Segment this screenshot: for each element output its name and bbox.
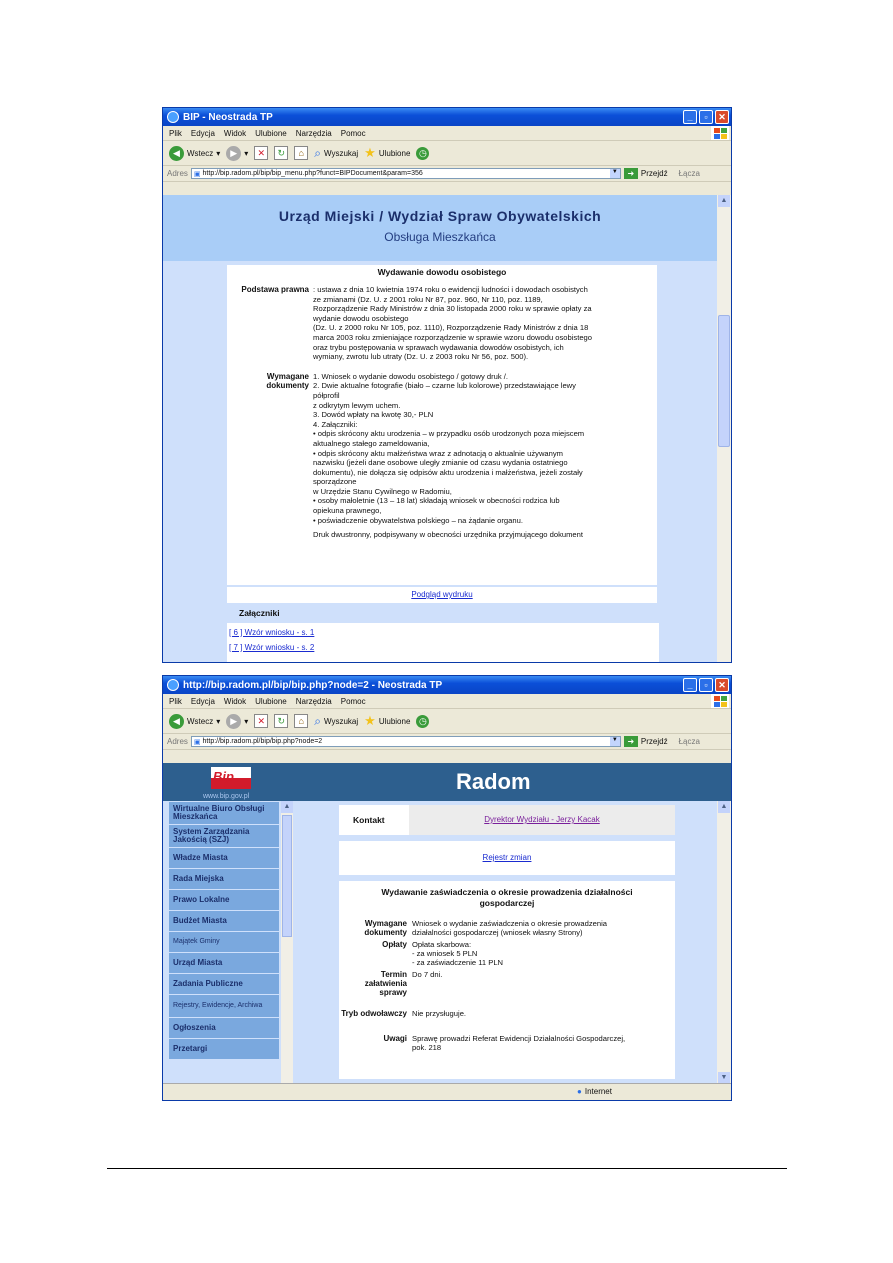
document-panel xyxy=(339,881,675,1079)
site-title: Radom xyxy=(456,769,531,794)
scroll-thumb[interactable] xyxy=(282,815,292,937)
minimize-button[interactable]: _ xyxy=(683,110,697,124)
toolbar xyxy=(163,141,731,166)
text-line: • odpis skrócony aktu małżeństwa wraz z adnotacją o aktualnie używanym xyxy=(313,448,563,458)
forward-arrow-icon: ▶ xyxy=(226,146,241,161)
favorites-button[interactable] xyxy=(364,713,410,729)
url-text: http://bip.radom.pl/bip/bip.php?node=2 xyxy=(202,738,323,745)
row-key: Termin załatwienia sprawy xyxy=(364,970,407,997)
banner-subtitle: Obsługa Mieszkańca xyxy=(384,230,496,244)
go-arrow-icon[interactable]: ➜ xyxy=(624,168,638,179)
text-line: 3. Dowód wpłaty na kwotę 30,- PLN xyxy=(313,410,434,420)
text-line: Wniosek o wydanie zaświadczenia o okresie prowadzenia xyxy=(412,919,608,928)
back-label: Wstecz xyxy=(187,148,214,158)
url-input[interactable] xyxy=(191,168,621,179)
chevron-down-icon[interactable]: ▼ xyxy=(610,169,620,178)
page-footer-rule xyxy=(107,1168,787,1169)
back-label: Wstecz xyxy=(187,716,214,726)
sidebar-item[interactable]: Ogłoszenia xyxy=(169,1018,279,1038)
text-line: półprofil xyxy=(313,390,340,400)
refresh-icon[interactable]: ↻ xyxy=(274,146,288,160)
stop-icon[interactable]: ✕ xyxy=(254,146,268,160)
forward-button[interactable]: ▶ ▾ xyxy=(226,146,248,161)
text-line: Opłata skarbowa: xyxy=(412,940,472,949)
text-line: • osoby małoletnie (13 – 18 lat) składają wniosek w obecności rodzica lub xyxy=(313,496,560,506)
menu-favorites[interactable]: Ulubione xyxy=(255,128,287,138)
document-title: Wydawanie zaświadczenia o okresie prowadzenia działalności gospodarczej xyxy=(381,887,633,908)
address-label: Adres xyxy=(167,737,188,746)
status-zone: Internet xyxy=(584,1087,612,1096)
history-icon[interactable]: ◷ xyxy=(416,147,429,160)
links-label[interactable]: Łącza xyxy=(678,737,700,746)
print-preview-link[interactable]: Podgląd wydruku xyxy=(411,590,473,599)
sidebar-item[interactable]: Rejestry, Ewidencje, Archiwa xyxy=(169,995,279,1017)
window-title: BIP - Neostrada TP xyxy=(183,111,273,123)
text-line: w Urzędzie Stanu Cywilnego w Radomiu, xyxy=(313,486,452,496)
menu-edit[interactable]: Edycja xyxy=(190,128,215,138)
row-key: Tryb odwoławczy xyxy=(341,1009,407,1018)
url-input[interactable] xyxy=(191,736,621,747)
favorites-label: Ulubione xyxy=(378,716,411,726)
maximize-button[interactable]: ▫ xyxy=(699,110,713,124)
go-arrow-icon[interactable]: ➜ xyxy=(624,736,638,747)
page-content xyxy=(163,763,731,1084)
sidebar-item[interactable]: Budżet Miasta xyxy=(169,911,279,931)
search-button[interactable] xyxy=(314,714,358,729)
scroll-up-icon[interactable]: ▲ xyxy=(281,801,293,813)
scroll-thumb[interactable] xyxy=(718,315,730,447)
text-line: (Dz. U. z 2000 roku Nr 105, poz. 1110), Rozporządzenie Rady Ministrów z dnia 18 xyxy=(313,323,589,333)
bip-logo[interactable] xyxy=(203,767,251,800)
go-button[interactable]: Przejdź xyxy=(640,737,668,746)
menu-help[interactable]: Pomoc xyxy=(340,128,366,138)
scroll-up-icon[interactable]: ▲ xyxy=(718,195,730,207)
attachments-title: Załączniki xyxy=(239,608,280,618)
address-bar xyxy=(163,166,731,182)
sidebar-item[interactable]: Rada Miejska xyxy=(169,869,279,889)
text-line: Sprawę prowadzi Referat Ewidencji Działalności Gospodarczej, xyxy=(412,1034,626,1043)
note-text: Druk dwustronny, podpisywany w obecności urzędnika przyjmującego dokument xyxy=(313,530,583,540)
text-line: 1. Wniosek o wydanie dowodu osobistego / gotowy druk /. xyxy=(313,371,509,381)
row-key: Wymagane dokumenty xyxy=(364,919,407,937)
text-line: 4. Załączniki: xyxy=(313,419,358,429)
text-line: opiekuna prawnego, xyxy=(313,506,382,516)
text-line: pok. 218 xyxy=(412,1043,442,1052)
page-icon: ▣ xyxy=(193,738,201,746)
text-line: wydanie dowodu osobistego xyxy=(313,313,409,323)
text-line: Nie przysługuje. xyxy=(412,1009,467,1018)
sidebar-item[interactable]: Majątek Gminy xyxy=(169,932,279,952)
page-content xyxy=(163,195,717,662)
status-bar xyxy=(163,1083,731,1100)
text-line: : ustawa z dnia 10 kwietnia 1974 roku o ewidencji ludności i dowodach osobistych xyxy=(313,285,588,294)
banner-title: Urząd Miejski / Wydział Spraw Obywatelskich xyxy=(278,208,602,224)
star-icon: ★ xyxy=(364,713,376,728)
text-line: nazwisku (jeżeli dane osobowe uległy zmianie od czasu wydania ostatniego xyxy=(313,458,568,468)
forward-arrow-icon: ▶ xyxy=(226,714,241,729)
row-deadline xyxy=(339,970,675,1006)
menu-help[interactable]: Pomoc xyxy=(340,696,366,706)
go-button[interactable]: Przejdź xyxy=(640,169,668,178)
back-button[interactable]: ◀ Wstecz ▾ xyxy=(169,714,220,729)
text-line: Rozporządzenie Rady Ministrów z dnia 30 listopada 2000 roku w sprawie opłaty za xyxy=(313,304,592,314)
logo-url: www.bip.gov.pl xyxy=(203,793,250,800)
ie-icon xyxy=(167,111,179,123)
attachment-link[interactable]: [ 7 ] Wzór wniosku - s. 2 xyxy=(229,643,315,652)
row-value xyxy=(412,919,675,937)
menu-file[interactable]: Plik xyxy=(169,128,182,138)
site-header xyxy=(163,763,731,801)
contact-label: Kontakt xyxy=(339,805,409,835)
row-key: Wymagane dokumenty xyxy=(266,371,309,390)
minimize-button[interactable]: _ xyxy=(683,678,697,692)
menu-bar xyxy=(163,126,731,141)
contact-row xyxy=(339,805,675,835)
back-arrow-icon: ◀ xyxy=(169,146,184,161)
menu-bar xyxy=(163,694,731,709)
globe-icon: ● xyxy=(577,1087,582,1096)
page-icon: ▣ xyxy=(193,170,201,178)
refresh-icon[interactable]: ↻ xyxy=(274,714,288,728)
row-required-documents xyxy=(227,372,657,540)
title-bar xyxy=(163,108,731,126)
print-preview-bar xyxy=(227,587,657,603)
sidebar-item[interactable]: Zadania Publiczne xyxy=(169,974,279,994)
row-value xyxy=(412,1009,675,1031)
document-panel xyxy=(227,265,657,585)
attachments-list xyxy=(227,623,659,662)
search-icon: ⌕ xyxy=(314,713,321,728)
text-line: - za wniosek 5 PLN xyxy=(412,949,478,958)
back-arrow-icon: ◀ xyxy=(169,714,184,729)
windows-flag-icon xyxy=(711,126,729,140)
menu-tools[interactable]: Narzędzia xyxy=(295,696,332,706)
title-bar xyxy=(163,676,731,694)
row-value xyxy=(313,372,657,540)
row-key: Opłaty xyxy=(382,940,407,949)
contact-link[interactable]: Dyrektor Wydziału - Jerzy Kacak xyxy=(484,815,600,824)
document-title: Wydawanie dowodu osobistego xyxy=(377,267,507,277)
row-value xyxy=(412,1034,675,1052)
text-line: dokumentu), nie dołącza się odpisów aktu urodzenia i małżeństwa, jeżeli zostały xyxy=(313,467,583,477)
address-label: Adres xyxy=(167,169,188,178)
address-bar xyxy=(163,734,731,750)
row-value xyxy=(313,285,657,362)
browser-window-2 xyxy=(162,675,732,1101)
close-button[interactable]: ✕ xyxy=(715,110,729,124)
back-button[interactable]: ◀ Wstecz ▾ xyxy=(169,146,220,161)
row-key: Uwagi xyxy=(383,1034,407,1043)
text-line: wymiany, zwrotu lub utraty (Dz. U. z 2003 roku Nr 56, poz. 500). xyxy=(313,352,529,362)
windows-flag-icon xyxy=(711,694,729,708)
sidebar-item[interactable]: Przetargi xyxy=(169,1039,279,1059)
row-required-documents xyxy=(339,919,675,937)
text-line: z odkrytym lewym uchem. xyxy=(313,400,401,410)
links-label[interactable]: Łącza xyxy=(678,169,700,178)
text-line: marca 2003 roku zmieniające rozporządzenie w sprawie wzoru dowodu osobistego xyxy=(313,332,593,342)
browser-window-1 xyxy=(162,107,732,663)
row-appeal xyxy=(339,1009,675,1031)
text-line: oraz trybu postępowania w sprawach wydawania dowodów osobistych, ich xyxy=(313,342,564,352)
sidebar-item[interactable]: Prawo Lokalne xyxy=(169,890,279,910)
text-line: ze zmianami (Dz. U. z 2001 roku Nr 87, poz. 960, Nr 110, poz. 1189, xyxy=(313,294,543,304)
text-line: działalności gospodarczej (wniosek własny Strony) xyxy=(412,928,583,937)
text-line: • odpis skrócony aktu urodzenia – w przypadku osób urodzonych poza miejscem xyxy=(313,429,585,439)
text-line: aktualnego stałego zameldowania, xyxy=(313,438,430,448)
logo-text: Bip xyxy=(213,769,234,784)
forward-button[interactable]: ▶ ▾ xyxy=(226,714,248,729)
chevron-down-icon[interactable]: ▼ xyxy=(610,737,620,746)
sidebar-item[interactable]: System Zarządzania Jakością (SZJ) xyxy=(169,825,279,847)
text-line: • poświadczenie obywatelstwa polskiego – na żądanie organu. xyxy=(313,515,523,525)
row-value xyxy=(412,940,675,967)
text-line: - za zaświadczenie 11 PLN xyxy=(412,958,504,967)
history-icon[interactable]: ◷ xyxy=(416,715,429,728)
menu-view[interactable]: Widok xyxy=(223,696,247,706)
toolbar xyxy=(163,709,731,734)
main-area xyxy=(293,801,731,1084)
url-text: http://bip.radom.pl/bip/bip_menu.php?funct=BIPDocument&param=356 xyxy=(202,170,423,177)
home-icon[interactable]: ⌂ xyxy=(294,146,308,160)
text-line: Do 7 dni. xyxy=(412,970,443,979)
text-line: sporządzone xyxy=(313,477,357,487)
sidebar-item[interactable]: Wirtualne Biuro Obsługi Mieszkańca xyxy=(169,802,279,824)
text-line: 2. Dwie aktualne fotografie (biało – czarne lub kolorowe) przedstawiające lewy xyxy=(313,381,576,391)
ie-icon xyxy=(167,679,179,691)
menu-view[interactable]: Widok xyxy=(223,128,247,138)
stop-icon[interactable]: ✕ xyxy=(254,714,268,728)
home-icon[interactable]: ⌂ xyxy=(294,714,308,728)
attachment-link[interactable]: [ 6 ] Wzór wniosku - s. 1 xyxy=(229,628,315,637)
changes-register-link[interactable]: Rejestr zmian xyxy=(482,853,532,862)
vertical-scrollbar[interactable] xyxy=(717,801,731,1084)
vertical-scrollbar[interactable] xyxy=(717,195,731,662)
menu-edit[interactable]: Edycja xyxy=(190,696,215,706)
sidebar-menu xyxy=(163,801,281,1084)
menu-file[interactable]: Plik xyxy=(169,696,182,706)
row-fees xyxy=(339,940,675,967)
search-label: Wyszukaj xyxy=(324,148,359,158)
menu-tools[interactable]: Narzędzia xyxy=(295,128,332,138)
row-value xyxy=(412,970,675,1006)
row-legal-basis xyxy=(227,285,657,362)
sidebar-scrollbar[interactable] xyxy=(281,801,293,1084)
maximize-button[interactable]: ▫ xyxy=(699,678,713,692)
sidebar-item[interactable]: Władze Miasta xyxy=(169,848,279,868)
favorites-button[interactable] xyxy=(364,145,410,161)
sidebar-item[interactable]: Urząd Miasta xyxy=(169,953,279,973)
page-banner xyxy=(163,195,717,261)
row-key: Podstawa prawna xyxy=(241,285,309,294)
menu-favorites[interactable]: Ulubione xyxy=(255,696,287,706)
close-button[interactable]: ✕ xyxy=(715,678,729,692)
changes-box xyxy=(339,841,675,875)
search-label: Wyszukaj xyxy=(324,716,359,726)
favorites-label: Ulubione xyxy=(378,148,411,158)
row-remarks xyxy=(339,1034,675,1052)
search-icon: ⌕ xyxy=(314,145,321,160)
scroll-up-icon[interactable]: ▲ xyxy=(718,801,730,813)
window-title: http://bip.radom.pl/bip/bip.php?node=2 - Neostrada TP xyxy=(183,679,443,691)
scroll-down-icon[interactable]: ▼ xyxy=(718,1072,730,1084)
search-button[interactable] xyxy=(314,146,358,161)
star-icon: ★ xyxy=(364,145,376,160)
